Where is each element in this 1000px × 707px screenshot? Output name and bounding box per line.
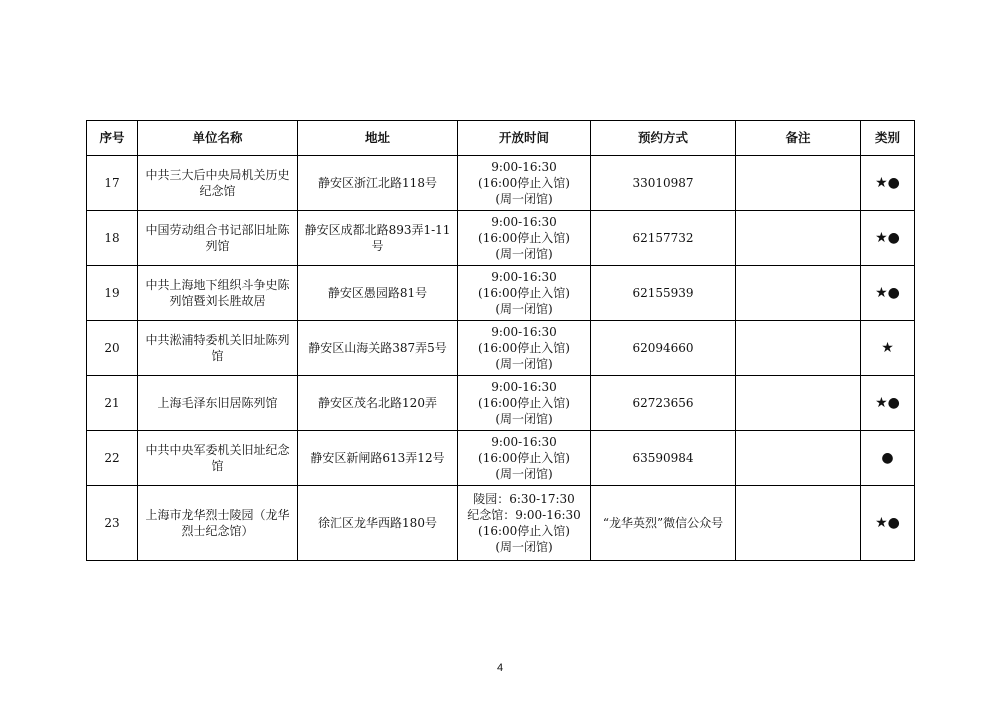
row-address: 静安区新闸路613弄12号 — [298, 431, 458, 486]
hours-line: (周一闭馆) — [495, 247, 553, 261]
row-no: 17 — [87, 156, 138, 211]
hours-line: (16:00停止入馆) — [478, 451, 570, 465]
row-name: 中共中央军委机关旧址纪念馆 — [138, 431, 298, 486]
row-name: 中共淞浦特委机关旧址陈列馆 — [138, 321, 298, 376]
row-category: ★● — [861, 376, 915, 431]
page-number: 4 — [496, 662, 504, 674]
header-row — [87, 121, 915, 156]
hours-line: 9:00-16:30 — [491, 380, 557, 394]
hours-line: (16:00停止入馆) — [478, 396, 570, 410]
row-note — [736, 431, 861, 486]
header-note: 备注 — [736, 121, 861, 156]
hours-line: (16:00停止入馆) — [478, 176, 570, 190]
row-note — [736, 376, 861, 431]
row-category: ★ — [861, 321, 915, 376]
row-address: 静安区愚园路81号 — [298, 266, 458, 321]
row-note — [736, 211, 861, 266]
hours-line: 陵园：6:30-17:30 — [473, 492, 575, 506]
hours-line: 9:00-16:30 — [491, 270, 557, 284]
row-hours — [458, 211, 591, 266]
row-category: ● — [861, 431, 915, 486]
row-note — [736, 486, 861, 561]
hours-line: (16:00停止入馆) — [478, 231, 570, 245]
hours-line: (周一闭馆) — [495, 467, 553, 481]
table-row — [87, 156, 915, 211]
row-no: 20 — [87, 321, 138, 376]
row-no: 21 — [87, 376, 138, 431]
hours-line: 纪念馆：9:00-16:30 — [467, 508, 581, 522]
header-category: 类别 — [861, 121, 915, 156]
table-row — [87, 321, 915, 376]
row-note — [736, 321, 861, 376]
row-address: 静安区山海关路387弄5号 — [298, 321, 458, 376]
hours-line: (16:00停止入馆) — [478, 341, 570, 355]
table-row — [87, 376, 915, 431]
table-row — [87, 266, 915, 321]
row-category: ★● — [861, 211, 915, 266]
hours-line: (周一闭馆) — [495, 302, 553, 316]
row-address: 静安区茂名北路120弄 — [298, 376, 458, 431]
row-category: ★● — [861, 156, 915, 211]
row-no: 19 — [87, 266, 138, 321]
header-name: 单位名称 — [138, 121, 298, 156]
row-booking: 63590984 — [591, 431, 736, 486]
header-address: 地址 — [298, 121, 458, 156]
row-hours — [458, 321, 591, 376]
hours-line: 9:00-16:30 — [491, 160, 557, 174]
table-row — [87, 211, 915, 266]
header-hours: 开放时间 — [458, 121, 591, 156]
table-row — [87, 486, 915, 561]
row-name: 中国劳动组合书记部旧址陈列馆 — [138, 211, 298, 266]
row-name: 上海市龙华烈士陵园（龙华烈士纪念馆） — [138, 486, 298, 561]
header-booking: 预约方式 — [591, 121, 736, 156]
row-note — [736, 156, 861, 211]
row-address: 静安区成都北路893弄1-11 号 — [298, 211, 458, 266]
row-hours — [458, 486, 591, 561]
row-booking: “龙华英烈”微信公众号 — [591, 486, 736, 561]
row-name: 中共上海地下组织斗争史陈列馆暨刘长胜故居 — [138, 266, 298, 321]
row-hours — [458, 156, 591, 211]
row-name: 上海毛泽东旧居陈列馆 — [138, 376, 298, 431]
row-name: 中共三大后中央局机关历史纪念馆 — [138, 156, 298, 211]
row-note — [736, 266, 861, 321]
hours-line: (周一闭馆) — [495, 540, 553, 554]
row-no: 22 — [87, 431, 138, 486]
header-no: 序号 — [87, 121, 138, 156]
table-row — [87, 431, 915, 486]
hours-line: 9:00-16:30 — [491, 435, 557, 449]
row-booking: 62157732 — [591, 211, 736, 266]
row-no: 23 — [87, 486, 138, 561]
row-address: 徐汇区龙华西路180号 — [298, 486, 458, 561]
row-hours — [458, 376, 591, 431]
row-booking: 33010987 — [591, 156, 736, 211]
row-category: ★● — [861, 486, 915, 561]
row-hours — [458, 266, 591, 321]
row-no: 18 — [87, 211, 138, 266]
hours-line: 9:00-16:30 — [491, 215, 557, 229]
hours-line: (周一闭馆) — [495, 357, 553, 371]
hours-line: (16:00停止入馆) — [478, 524, 570, 538]
row-address: 静安区浙江北路118号 — [298, 156, 458, 211]
row-hours — [458, 431, 591, 486]
venue-table — [86, 120, 915, 561]
hours-line: 9:00-16:30 — [491, 325, 557, 339]
hours-line: (周一闭馆) — [495, 192, 553, 206]
row-booking: 62094660 — [591, 321, 736, 376]
row-category: ★● — [861, 266, 915, 321]
row-booking: 62155939 — [591, 266, 736, 321]
row-booking: 62723656 — [591, 376, 736, 431]
hours-line: (16:00停止入馆) — [478, 286, 570, 300]
hours-line: (周一闭馆) — [495, 412, 553, 426]
